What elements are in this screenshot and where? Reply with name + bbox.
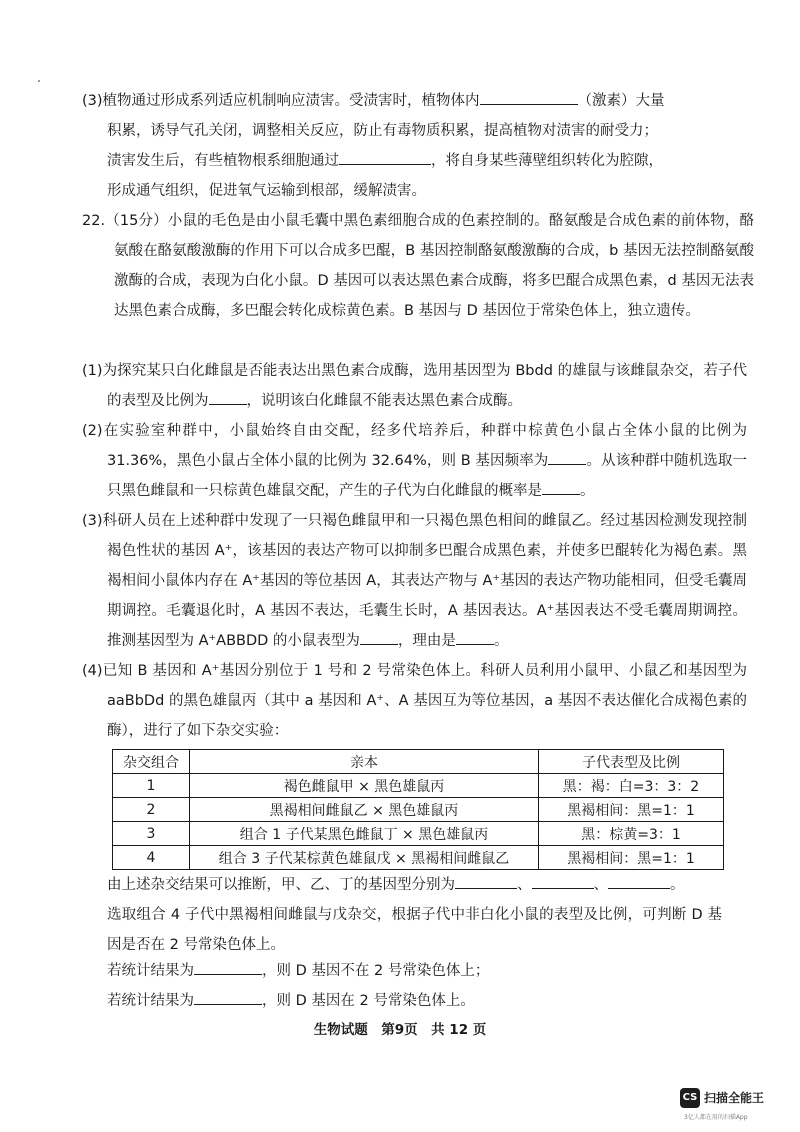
- answer-blank: [209, 386, 247, 405]
- scan-speck: [38, 80, 40, 82]
- answer-blank: [542, 476, 580, 495]
- table-cell: 组合 1 子代某黑色雌鼠丁 × 黑色雄鼠丙: [190, 822, 539, 846]
- q21-p3-line2: 积累，诱导气孔关闭，调整相关反应，防止有毒物质积累，提高植物对渍害的耐受力；: [107, 123, 658, 139]
- infer-text: 由上述杂交结果可以推断，甲、乙、丁的基因型分别为: [107, 877, 455, 893]
- scanner-watermark: [680, 1086, 790, 1126]
- result1-b: ，则 D 基因不在 2 号常染色体上；: [262, 963, 490, 979]
- table-cell: 黑：褐：白=3：3：2: [539, 774, 724, 798]
- q21-part3: [82, 86, 722, 206]
- table-row: [113, 846, 724, 870]
- table-row: [113, 822, 724, 846]
- q21-p3-line3-a: 渍害发生后，有些植物根系细胞通过: [107, 153, 339, 169]
- separator: 、: [593, 877, 608, 893]
- table-header-cell: 子代表型及比例: [539, 750, 724, 774]
- q22-part3: [82, 506, 747, 656]
- result2-b: ，则 D 基因在 2 号常染色体上。: [262, 993, 475, 1009]
- q21-p3-line3-b: ，将自身某些薄壁组织转化为腔隙，: [431, 153, 663, 169]
- q21-p3-line1-a: (3)植物通过形成系列适应机制响应渍害。受渍害时，植物体内: [82, 93, 480, 109]
- q22-intro-text: 22.（15分）小鼠的毛色是由小鼠毛囊中黑色素细胞合成的色素控制的。酪氨酸是合成色素的前体物，酪氨酸在酪氨酸激酶的作用下可以合成多巴醌，B 基因控制酪氨酸激酶的合成，b 基因无法控制酪氨酸激酶的合成，表现为白化小鼠。D 基因可以表达黑色素合成酶，将多巴醌合成黑色素，d 基因无法表达黑色素合成酶，多巴醌会转化成棕黄色素。B 基因与 D 基因位于常染色体上，独立遗传。: [82, 213, 754, 319]
- q22-selection: [107, 900, 722, 960]
- table-cell: 黑褐相间：黑=1：1: [539, 798, 724, 822]
- table-cell: 1: [113, 774, 190, 798]
- q22-part2: [82, 416, 747, 506]
- table-cell: 2: [113, 798, 190, 822]
- q21-p3-line4: 形成通气组织，促进氧气运输到根部，缓解渍害。: [107, 183, 426, 199]
- separator: 、: [517, 877, 532, 893]
- table-header-cell: 杂交组合: [113, 750, 190, 774]
- q22-p2-b: 。从该种群中随机选取一只黑色雌鼠和一只棕黄色雄鼠交配，产生的子代为白化雌鼠的概率是: [107, 453, 748, 499]
- page-footer: 生物试题 第9页 共 12 页: [313, 1022, 487, 1038]
- answer-blank: [194, 956, 262, 975]
- table-header-cell: 亲本: [190, 750, 539, 774]
- table-cell: 组合 3 子代某棕黄色雄鼠戊 × 黑褐相间雌鼠乙: [190, 846, 539, 870]
- table-header-row: [113, 750, 724, 774]
- q22-part4: [82, 656, 747, 746]
- answer-blank: [194, 986, 262, 1005]
- q22-part1: [82, 356, 747, 416]
- answer-blank: [480, 86, 578, 105]
- answer-blank: [360, 626, 398, 645]
- answer-blank: [455, 870, 517, 889]
- q22-p3-c: 。: [493, 633, 509, 649]
- table-cell: 黑：棕黄=3：1: [539, 822, 724, 846]
- q22-p3-b: ，理由是: [397, 633, 456, 649]
- watermark-name: 扫描全能王: [704, 1091, 765, 1105]
- result2-a: 若统计结果为: [107, 993, 194, 1009]
- selection-text: 选取组合 4 子代中黑褐相间雌鼠与戊杂交，根据子代中非白化小鼠的表型及比例，可判断 D 基因是否在 2 号常染色体上。: [107, 907, 722, 953]
- q22-intro: [82, 206, 754, 326]
- q22-p2-a: (2)在实验室种群中，小鼠始终自由交配，经多代培养后，种群中棕黄色小鼠占全体小鼠的比例为 31.36%，黑色小鼠占全体小鼠的比例为 32.64%，则 B 基因频率为: [82, 423, 747, 469]
- answer-blank: [532, 870, 594, 889]
- q22-part4-followup: [107, 870, 722, 900]
- table-row: [113, 774, 724, 798]
- answer-blank: [339, 146, 431, 165]
- q22-p2-c: 。: [580, 483, 595, 499]
- q22-results: [107, 956, 722, 1016]
- cross-experiment-table: [112, 749, 724, 870]
- table-cell: 黑褐相间雌鼠乙 × 黑色雄鼠丙: [190, 798, 539, 822]
- q22-p1-b: ，说明该白化雌鼠不能表达黑色素合成酶。: [246, 393, 522, 409]
- q22-p4-text: (4)已知 B 基因和 A⁺基因分别位于 1 号和 2 号常染色体上。科研人员利用小鼠甲、小鼠乙和基因型为 aaBbDd 的黑色雄鼠丙（其中 a 基因和 A⁺、A 基因互为等位基因，a 基因不表达催化合成褐色素的酶），进行了如下杂交实验：: [82, 663, 747, 739]
- table-cell: 褐色雌鼠甲 × 黑色雄鼠丙: [190, 774, 539, 798]
- q22-p1-a: (1)为探究某只白化雌鼠是否能表达出黑色素合成酶，选用基因型为 Bbdd 的雄鼠与该雌鼠杂交，若子代的表型及比例为: [82, 363, 747, 409]
- period: 。: [670, 877, 685, 893]
- result1-a: 若统计结果为: [107, 963, 194, 979]
- answer-blank: [456, 626, 494, 645]
- table-row: [113, 798, 724, 822]
- table-cell: 3: [113, 822, 190, 846]
- answer-blank: [608, 870, 670, 889]
- watermark-slogan: 3亿人都在用的扫描App: [684, 1114, 748, 1121]
- table-cell: 黑褐相间：黑=1：1: [539, 846, 724, 870]
- q21-p3-line1-b: （激素）大量: [577, 93, 665, 109]
- table-cell: 4: [113, 846, 190, 870]
- answer-blank: [548, 446, 586, 465]
- q22-p3-a: (3)科研人员在上述种群中发现了一只褐色雌鼠甲和一只褐色黑色相间的雌鼠乙。经过基因检测发现控制褐色性状的基因 A⁺，该基因的表达产物可以抑制多巴醌合成黑色素，并使多巴醌转化为褐色素。黑褐相间小鼠体内存在 A⁺基因的等位基因 A，其表达产物与 A⁺基因的表达产物功能相同，但受毛囊周期调控。毛囊退化时，A 基因不表达，毛囊生长时，A 基因表达。A⁺基因表达不受毛囊周期调控。推测基因型为 A⁺ABBDD 的小鼠表型为: [82, 513, 747, 649]
- camscanner-logo-icon: CS: [680, 1088, 700, 1108]
